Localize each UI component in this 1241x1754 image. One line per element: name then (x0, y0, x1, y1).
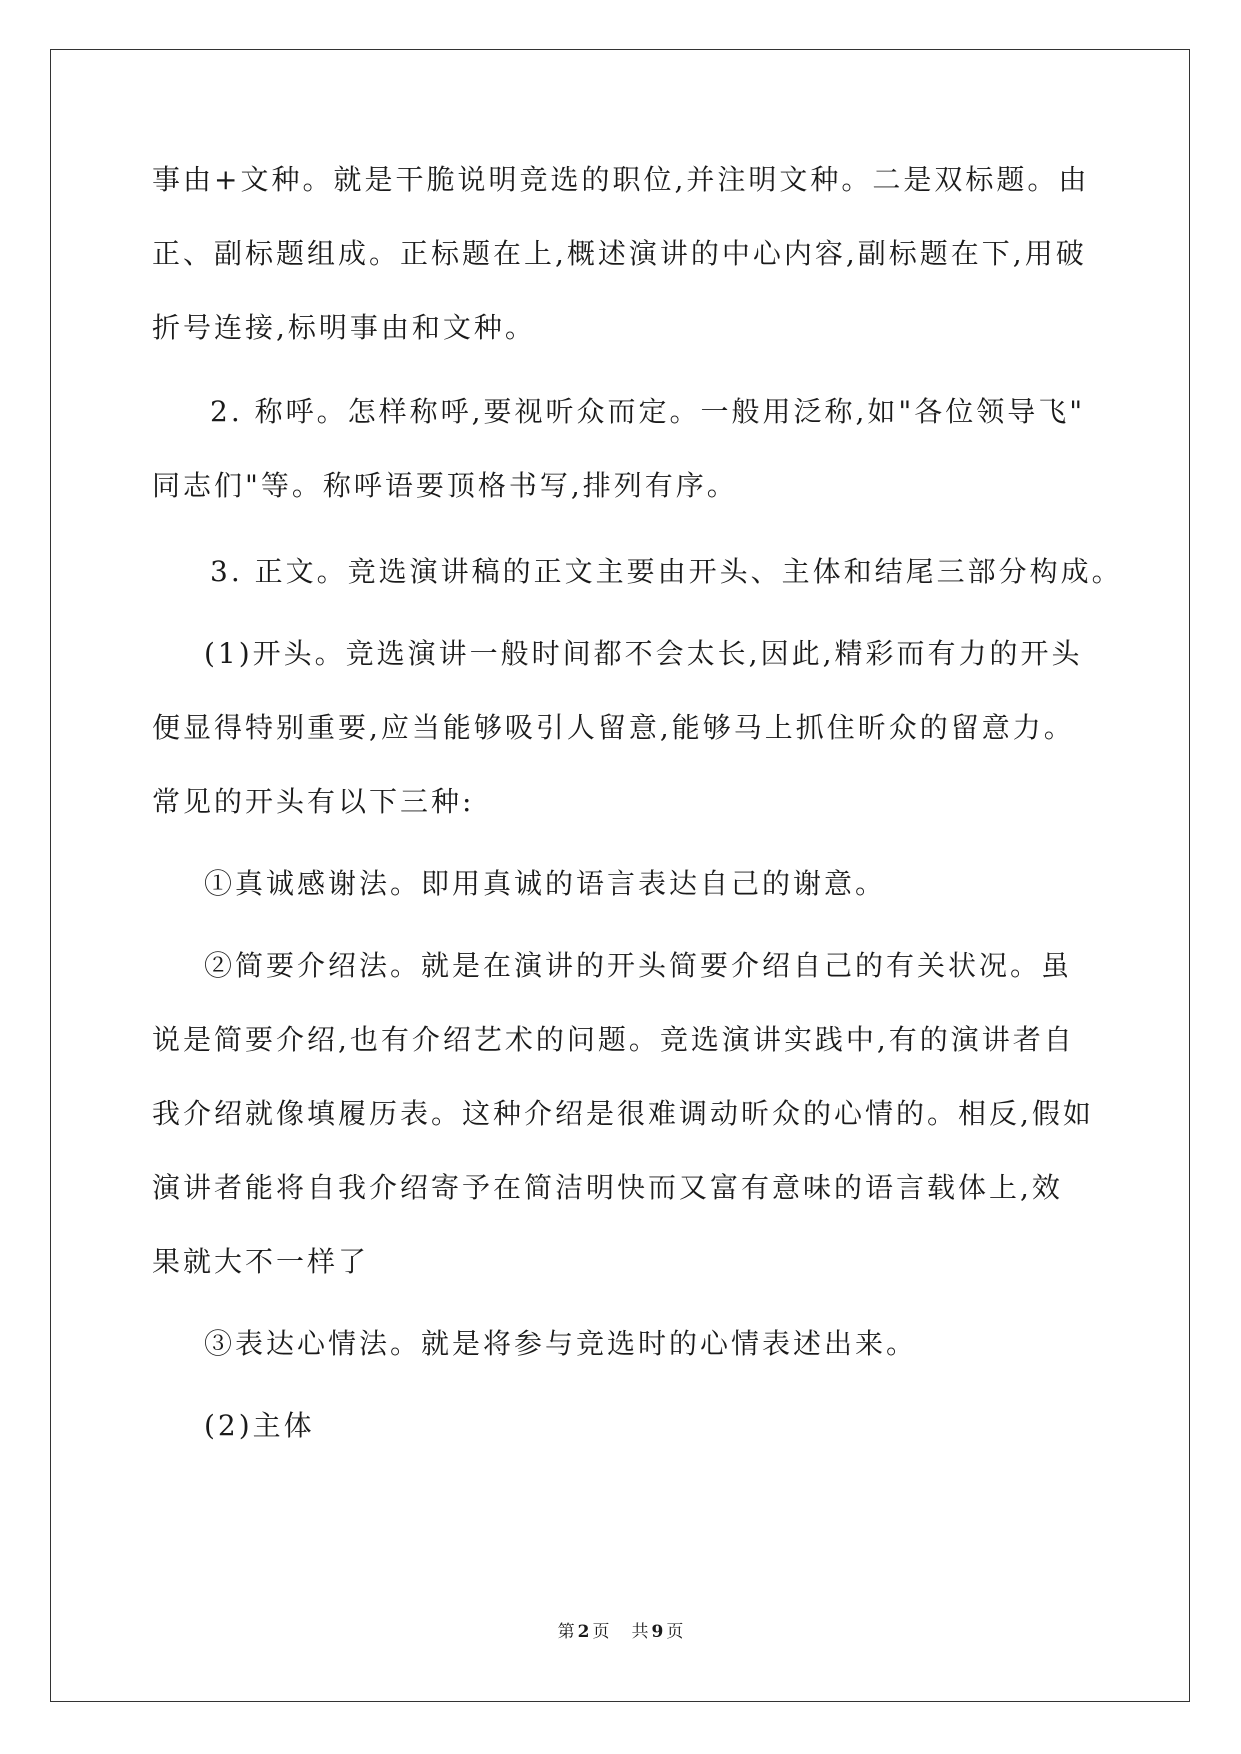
text-line: ①真诚感谢法。即用真诚的语言表达自己的谢意。 (204, 867, 887, 900)
text-line: 果就大不一样了 (152, 1245, 370, 1278)
text-line: ②简要介绍法。就是在演讲的开头简要介绍自己的有关状况。虽 (204, 949, 1073, 982)
total-page-number: 9 (651, 1622, 664, 1642)
text-line: 便显得特别重要,应当能够吸引人留意,能够马上抓住昕众的留意力。 (152, 711, 1075, 744)
text-line: 2. 称呼。怎样称呼,要视听众而定。一般用泛称,如"各位领导飞" (210, 395, 1086, 428)
text-line: 常见的开头有以下三种: (152, 785, 475, 818)
text-line: 我介绍就像填履历表。这种介绍是很难调动昕众的心情的。相反,假如 (152, 1097, 1094, 1130)
page-unit: 页 (592, 1622, 610, 1642)
text-line: 事由+文种。就是干脆说明竞选的职位,并注明文种。二是双标题。由 (152, 163, 1090, 196)
total-unit: 页 (666, 1622, 684, 1642)
page-footer (0, 1617, 1241, 1642)
text-line: 说是简要介绍,也有介绍艺术的问题。竞选演讲实践中,有的演讲者自 (152, 1023, 1075, 1056)
text-line: 折号连接,标明事由和文种。 (152, 311, 536, 344)
text-line: 3. 正文。竞选演讲稿的正文主要由开头、主体和结尾三部分构成。 (210, 555, 1123, 588)
total-prefix: 共 (631, 1622, 649, 1642)
text-line: 同志们"等。称呼语要顶格书写,排列有序。 (152, 469, 738, 502)
text-line: 演讲者能将自我介绍寄予在简洁明快而又富有意味的语言载体上,效 (152, 1171, 1063, 1204)
text-line: 正、副标题组成。正标题在上,概述演讲的中心内容,副标题在下,用破 (152, 237, 1087, 270)
current-page-number: 2 (577, 1622, 590, 1642)
text-line: (1)开头。竞选演讲一般时间都不会太长,因此,精彩而有力的开头 (204, 637, 1083, 670)
text-line: (2)主体 (204, 1409, 315, 1442)
text-line: ③表达心情法。就是将参与竞选时的心情表述出来。 (204, 1327, 918, 1360)
page-prefix: 第 (557, 1622, 575, 1642)
